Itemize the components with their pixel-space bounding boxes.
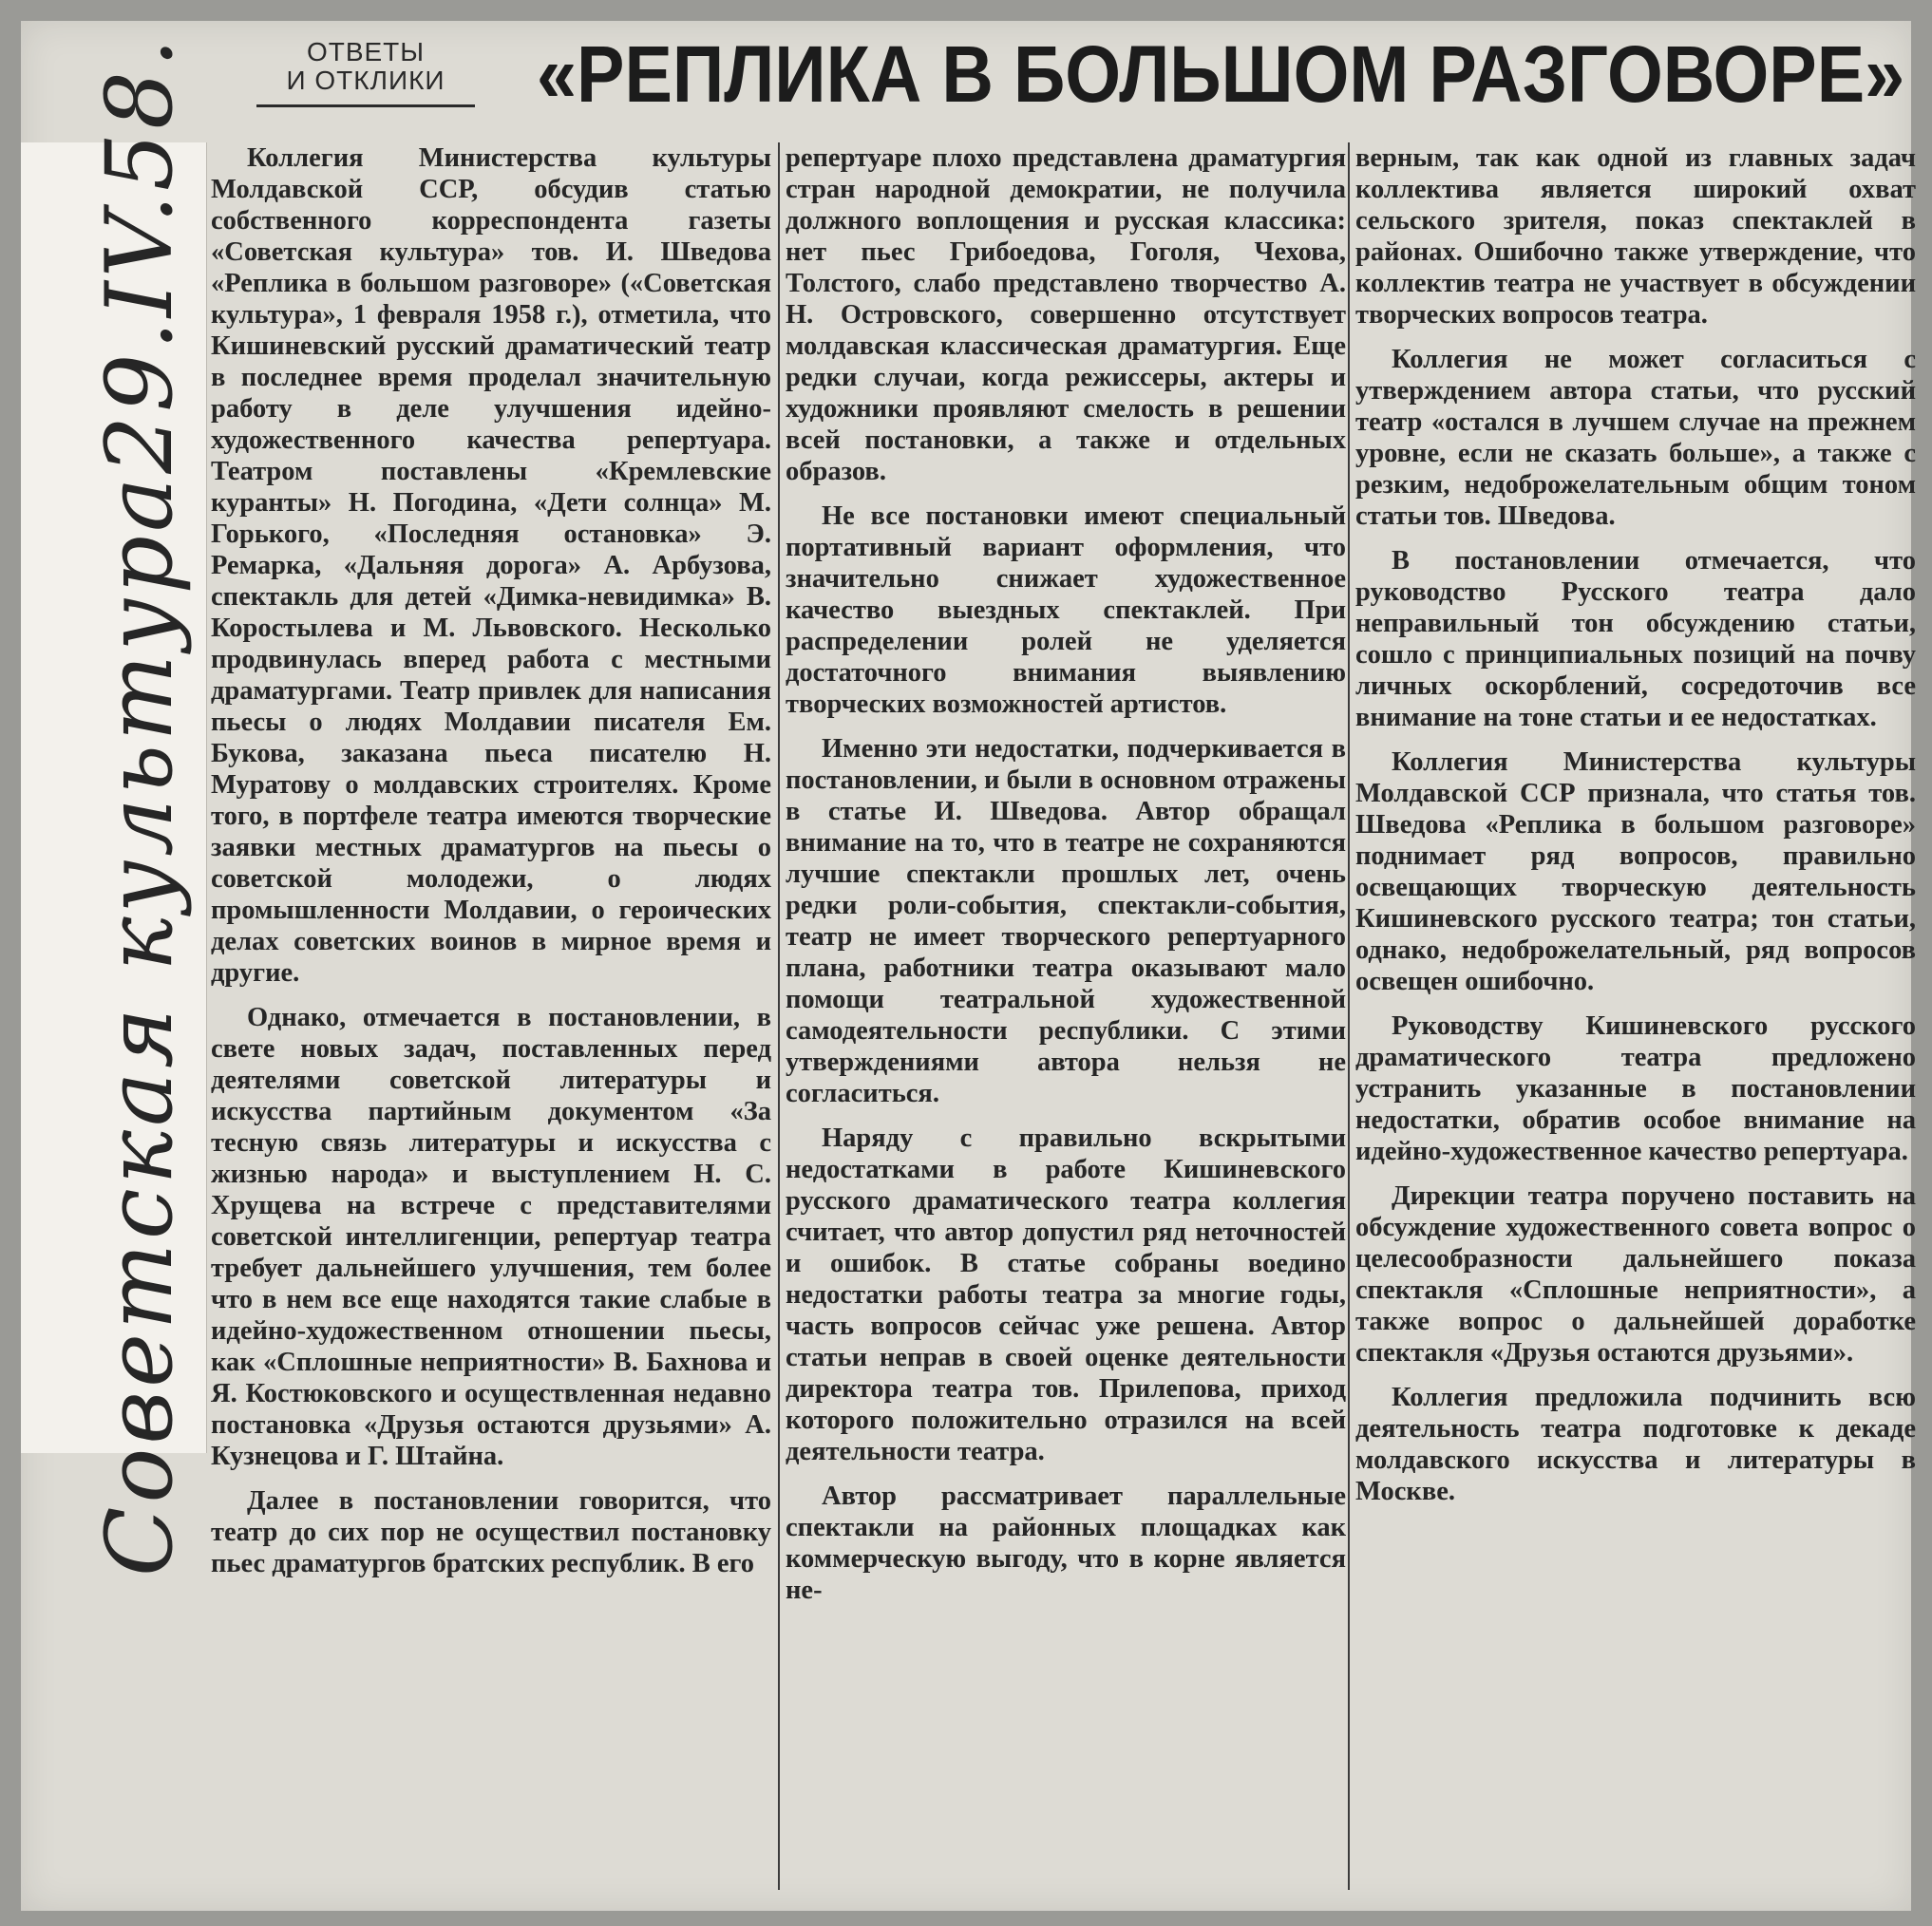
paragraph: Коллегия предложила подчинить всю деятельность театра подготовке к декаде молдавского искусства и литературы в Москве. xyxy=(1355,1383,1916,1506)
handwritten-note xyxy=(49,34,230,1605)
paragraph: Однако, отмечается в постановлении, в свете новых задач, поставленных перед деятелями советской литературы и искусства партийным документом «За тесную связь литературы и искусства с жизнью народа» и выступлением Н. С. Хрущева на встрече с представителями советской интеллигенции, репертуар театра требует дальнейшего улучшения, тем более что в нем все еще находятся такие слабые в идейно-художественном отношении пьесы, как «Сплошные неприятности» В. Бахнова и Я. Костюковского и осуществленная недавно постановка «Друзья остаются друзьями» А. Кузнецова и Г. Штайна. xyxy=(211,1003,771,1471)
rubric-line-2: И ОТКЛИКИ xyxy=(286,66,445,95)
paragraph: Автор рассматривает параллельные спектакли на районных площадках как коммерческую выгоду, что в корне является не- xyxy=(786,1482,1346,1605)
paragraph: Руководству Кишиневского русского драматического театра предложено устранить указанные в постановлении недостатки, обратив особое внимание на идейно-художественное качество репертуара. xyxy=(1355,1011,1916,1166)
annotation-strip xyxy=(21,34,207,1577)
paragraph: Дирекции театра поручено поставить на обсуждение художественного совета вопрос о целесообразности дальнейшего показа спектакля «Сплошные неприятности», а также вопрос о дальнейшей доработке спектакля «Друзья остаются друзьями». xyxy=(1355,1181,1916,1368)
paragraph: Именно эти недостатки, подчеркивается в постановлении, и были в основном отражены в статье И. Шведова. Автор обращал внимание на то, что в театре не сохраняются лучшие спектакли прошлых лет, очень редки роли-события, спектакли-события, театр не имеет творческого репертуарного плана, работники театра оказывают мало помощи театральной художественной самодеятельности республики. С этими утверждениями автора нельзя не согласиться. xyxy=(786,734,1346,1108)
paragraph: репертуаре плохо представлена драматургия стран народной демократии, не получила должного воплощения и русская классика: нет пьес Грибоедова, Гоголя, Чехова, Толстого, слабо представлено творчество А. Н. Островского, совершенно отсутствует молдавская классическая драматургия. Еще редки случаи, когда режиссеры, актеры и художники проявляют смелость в решении всей постановки, а также и отдельных образов. xyxy=(786,143,1346,486)
rubric-line-1: ОТВЕТЫ xyxy=(306,37,426,66)
paragraph: Коллегия Министерства культуры Молдавской ССР, обсудив статью собственного корреспондента газеты «Советская культура» тов. И. Шведова «Реплика в большом разговоре» («Советская культура», 1 февраля 1958 г.), отметила, что Кишиневский русский драматический театр в последнее время проделал значительную работу в деле улучшения идейно-художественного качества репертуара. Театром поставлены «Кремлевские куранты» Н. Погодина, «Дети солнца» М. Горького, «Последняя остановка» Э. Ремарка, «Дальняя дорога» А. Арбузова, спектакль для детей «Димка-невидимка» В. Коростылева и М. Львовского. Несколько продвинулась вперед работа с местными драматургами. Театр привлек для написания пьесы о людях Молдавии писателя Ем. Букова, заказана пьеса писателю Н. Муратову о молдавских строителях. Кроме того, в портфеле театра имеются творческие заявки местных драматургов на пьесы о советской молодежи, о людях промышленности Молдавии, о героических делах советских воинов в мирное время и другие. xyxy=(211,143,771,988)
paragraph: Наряду с правильно вскрытыми недостатками в работе Кишиневского русского драматического театра коллегия считает, что автор допустил ряд неточностей и ошибок. В статье собраны воедино недостатки работы театра за многие годы, часть вопросов сейчас уже решена. Автор статьи неправ в своей оценке деятельности директора театра тов. Прилепова, приход которого положительно отразился на всей деятельности театра. xyxy=(786,1124,1346,1466)
paragraph: Не все постановки имеют специальный портативный вариант оформления, что значительно снижает художественное качество выездных спектаклей. При распределении ролей не уделяется достаточного внимания выявлению творческих возможностей артистов. xyxy=(786,501,1346,719)
column-rule xyxy=(1348,142,1350,1890)
article-body xyxy=(211,142,1916,1899)
handwritten-source: Советская культура xyxy=(86,473,193,1577)
paragraph: Далее в постановлении говорится, что театр до сих пор не осуществил постановку пьес драматургов братских республик. В его xyxy=(211,1486,771,1578)
paragraph: В постановлении отмечается, что руководство Русского театра дало неправильный тон обсуждению статьи, сошло с принципиальных позиций на почву личных оскорблений, сосредоточив все внимание на тоне статьи и ее недостатках. xyxy=(1355,546,1916,732)
article-column-1 xyxy=(211,142,771,1899)
headline: «РЕПЛИКА В БОЛЬШОМ РАЗГОВОРЕ» xyxy=(537,29,1905,119)
rubric xyxy=(256,38,475,107)
column-rule xyxy=(778,142,780,1890)
article-column-2 xyxy=(786,142,1346,1899)
paragraph: Коллегия Министерства культуры Молдавской ССР признала, что статья тов. Шведова «Реплика в большом разговоре» поднимает ряд вопросов, правильно освещающих творческую деятельность Кишиневского русского театра; тон статьи, однако, недоброжелательный, ряд вопросов освещен ошибочно. xyxy=(1355,747,1916,996)
paragraph: Коллегия не может согласиться с утверждением автора статьи, что русский театр «остался в лучшем случае на прежнем уровне, если не сказать больше», а также с резким, недоброжелательным общим тоном статьи тов. Шведова. xyxy=(1355,345,1916,531)
article-column-3 xyxy=(1355,142,1916,1899)
paragraph: верным, так как одной из главных задач коллектива является широкий охват сельского зрителя, показ спектаклей в районах. Ошибочно также утверждение, что коллектив театра не участвует в обсуждении творческих вопросов театра. xyxy=(1355,143,1916,330)
handwritten-date: 29.IV.58. xyxy=(86,34,193,474)
